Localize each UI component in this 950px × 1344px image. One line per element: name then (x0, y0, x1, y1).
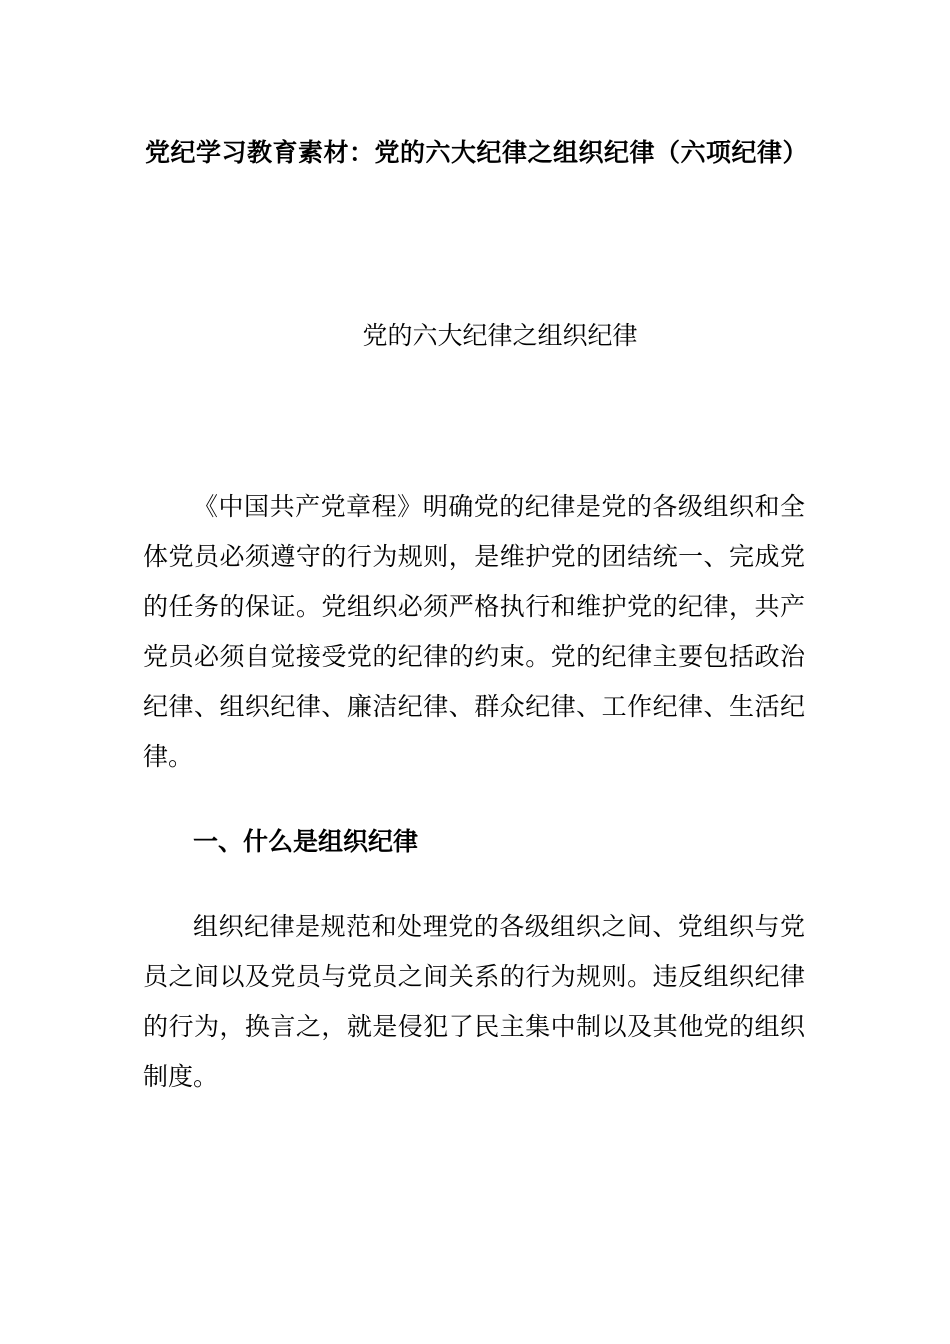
section-paragraph: 组织纪律是规范和处理党的各级组织之间、党组织与党员之间以及党员与党员之间关系的行为规则。违反组织纪律的行为，换言之，就是侵犯了民主集中制以及其他党的组织制度。 (143, 912, 805, 1091)
document-subtitle: 党的六大纪律之组织纪律 (362, 321, 638, 350)
section-heading: 一、什么是组织纪律 (193, 827, 419, 856)
document-title: 党纪学习教育素材：党的六大纪律之组织纪律（六项纪律） (145, 138, 809, 167)
intro-paragraph: 《中国共产党章程》明确党的纪律是党的各级组织和全体党员必须遵守的行为规则，是维护党的团结统一、完成党的任务的保证。党组织必须严格执行和维护党的纪律，共产党员必须自觉接受党的纪律的约束。党的纪律主要包括政治纪律、组织纪律、廉洁纪律、群众纪律、工作纪律、生活纪律。 (143, 492, 805, 771)
